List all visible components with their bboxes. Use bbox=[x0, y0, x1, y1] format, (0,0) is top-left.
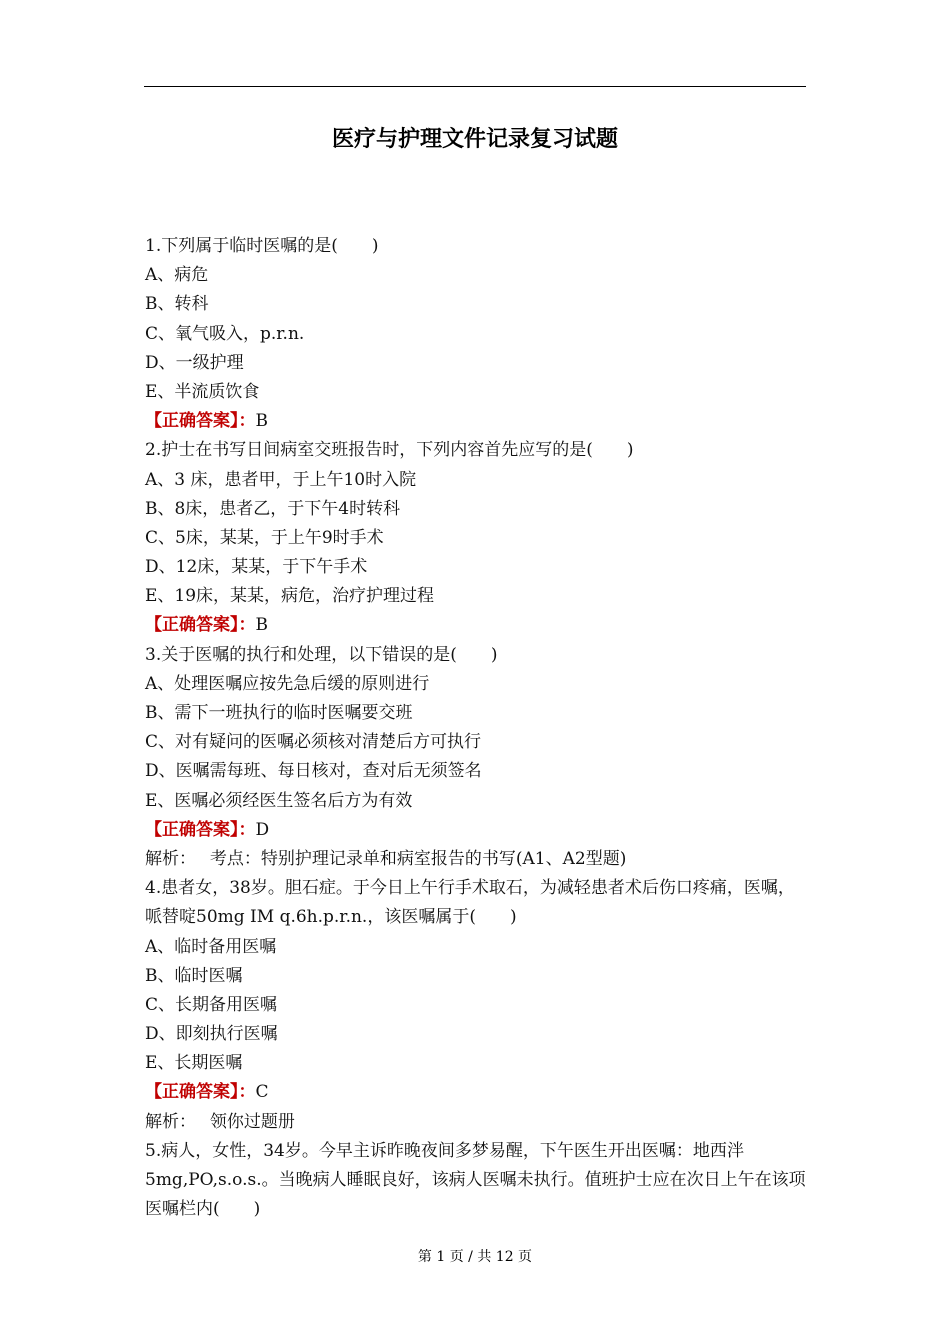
option: C、5床，某某，于上午9时手术 bbox=[145, 527, 384, 548]
page-footer: 第 1 页 / 共 12 页 bbox=[417, 1249, 533, 1265]
question-stem: 1.下列属于临时医嘱的是( ) bbox=[145, 236, 379, 256]
option: B、临时医嘱 bbox=[145, 965, 243, 986]
option: E、医嘱必须经医生签名后方为有效 bbox=[145, 790, 413, 811]
option: A、病危 bbox=[145, 265, 209, 286]
option: B、转科 bbox=[145, 294, 209, 315]
page-title: 医疗与护理文件记录复习试题 bbox=[331, 127, 618, 152]
option: D、医嘱需每班、每日核对，查对后无须签名 bbox=[145, 761, 482, 782]
answer-value: C bbox=[255, 1082, 269, 1103]
option: A、3 床，患者甲，于上午10时入院 bbox=[145, 469, 417, 490]
answer-line bbox=[145, 407, 810, 436]
question-stem: 5.病人，女性，34岁。今早主诉昨晚夜间多梦易醒，下午医生开出医嘱：地西泮5mg,PO,s.o.s.。当晚病人睡眠良好，该病人医嘱未执行。值班护士应在次日上午在该项医嘱栏内( ) bbox=[145, 1140, 806, 1220]
option: A、处理医嘱应按先急后缓的原则进行 bbox=[145, 673, 430, 694]
analysis: 解析： 领你过题册 bbox=[145, 1111, 295, 1132]
question-list bbox=[145, 232, 810, 1224]
option: D、12床，某某，于下午手术 bbox=[145, 557, 368, 578]
option: B、需下一班执行的临时医嘱要交班 bbox=[145, 703, 413, 723]
answer-line bbox=[145, 816, 810, 845]
option: E、19床，某某，病危，治疗护理过程 bbox=[145, 586, 435, 607]
answer-value: D bbox=[255, 819, 270, 840]
answer-label: 【正确答案】： bbox=[145, 615, 256, 636]
answer-line bbox=[145, 611, 810, 640]
question-stem: 3.关于医嘱的执行和处理，以下错误的是( ) bbox=[145, 644, 498, 665]
option: C、对有疑问的医嘱必须核对清楚后方可执行 bbox=[145, 732, 482, 753]
answer-label: 【正确答案】： bbox=[145, 1082, 256, 1103]
header-rule bbox=[144, 86, 806, 87]
analysis: 解析： 考点：特别护理记录单和病室报告的书写(A1、A2型题) bbox=[145, 848, 627, 869]
option: D、一级护理 bbox=[145, 352, 244, 373]
question-stem: 4.患者女，38岁。胆石症。于今日上午行手术取石，为减轻患者术后伤口疼痛，医嘱，哌替啶50mg IM q.6h.p.r.n.，该医嘱属于( ) bbox=[145, 878, 795, 928]
option: A、临时备用医嘱 bbox=[145, 936, 277, 957]
answer-value: B bbox=[255, 615, 268, 636]
option: C、氧气吸入，p.r.n. bbox=[145, 323, 305, 344]
answer-line bbox=[145, 1078, 810, 1107]
option: D、即刻执行医嘱 bbox=[145, 1024, 278, 1045]
answer-label: 【正确答案】： bbox=[145, 819, 256, 840]
answer-label: 【正确答案】： bbox=[145, 411, 256, 432]
option: E、半流质饮食 bbox=[145, 381, 260, 402]
option: C、长期备用医嘱 bbox=[145, 994, 278, 1015]
option: E、长期医嘱 bbox=[145, 1053, 243, 1074]
question-stem: 2.护士在书写日间病室交班报告时，下列内容首先应写的是( ) bbox=[145, 440, 634, 461]
answer-value: B bbox=[255, 411, 268, 432]
option: B、8床，患者乙，于下午4时转科 bbox=[145, 498, 401, 519]
